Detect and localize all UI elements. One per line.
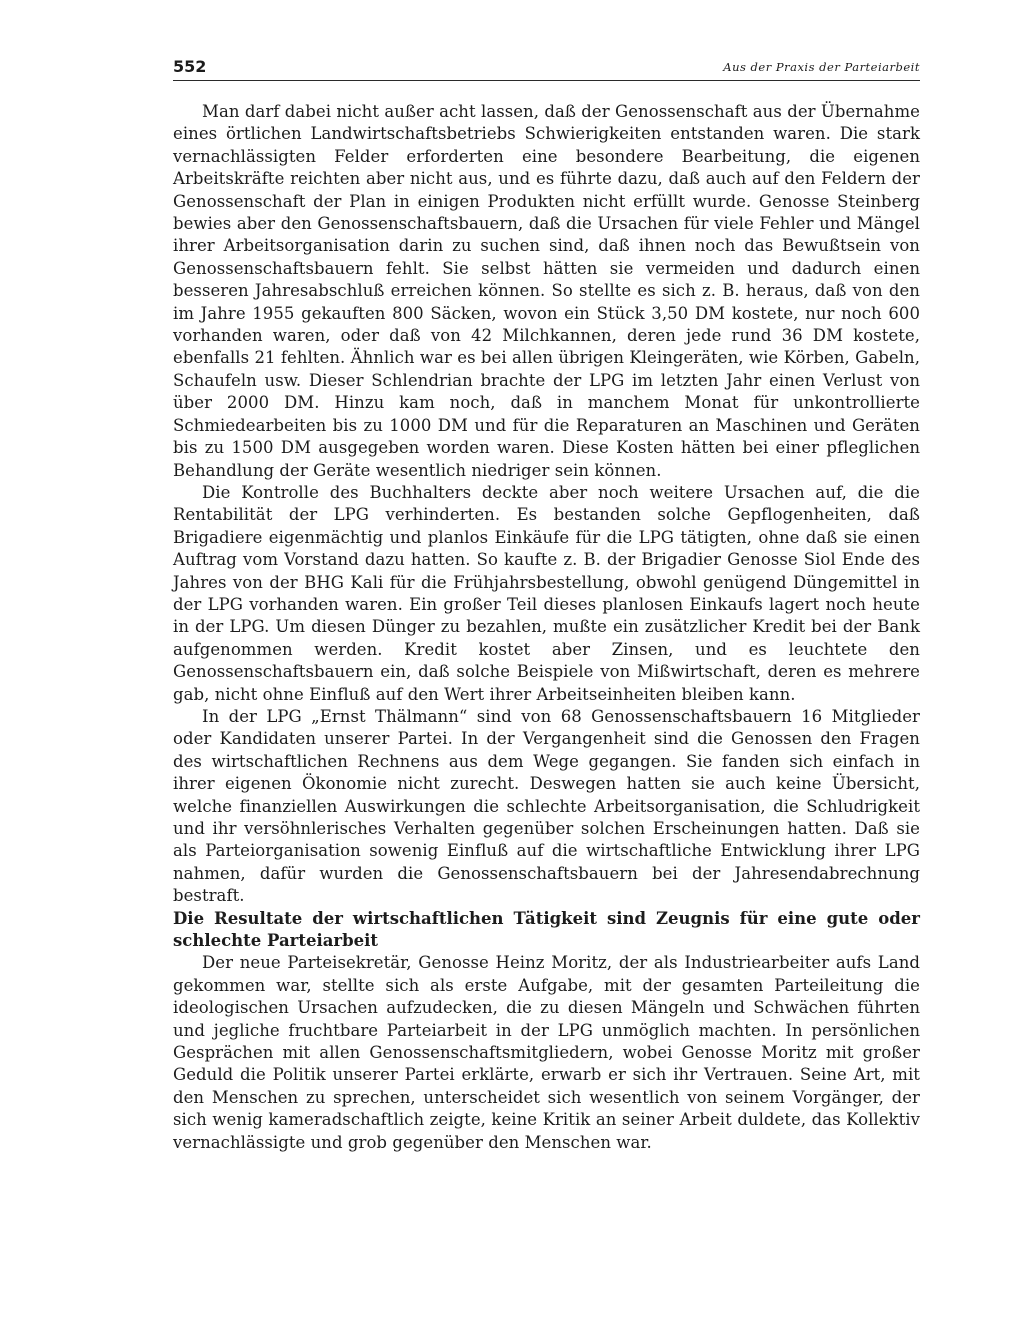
paragraph: Die Kontrolle des Buchhalters deckte aber noch weitere Ursachen auf, die die Rentabilität der LPG verhinderten. Es bestanden solche Gepflogenheiten, daß Brigadiere eigenmächtig und planlos Einkäufe für die LPG tätigten, ohne daß sie einen Auftrag vom Vorstand dazu hatten. So kaufte z. B. der Brigadier Genosse Siol Ende des Jahres von der BHG Kali für die Frühjahrsbestellung, obwohl genügend Düngemittel in der LPG vorhanden waren. Ein großer Teil dieses planlosen Einkaufs lagert noch heute in der LPG. Um diesen Dünger zu bezahlen, mußte ein zusätzlicher Kredit bei der Bank aufgenommen werden. Kredit kostet aber Zinsen, und es leuchtete den Genossenschaftsbauern ein, daß solche Beispiele von Mißwirtschaft, deren es mehrere gab, nicht ohne Einfluß auf den Wert ihrer Arbeitseinheiten bleiben kann. [173,482,920,704]
page-number: 552 [173,57,207,76]
body-text [173,101,920,1154]
page-header [173,56,920,81]
running-title: Aus der Praxis der Parteiarbeit [723,60,920,74]
paragraph: In der LPG „Ernst Thälmann“ sind von 68 Genossenschaftsbauern 16 Mitglieder oder Kandidaten unserer Partei. In der Vergangenheit sind die Genossen den Fragen des wirtschaftlichen Rechnens aus dem Wege gegangen. Sie fanden sich einfach in ihrer eigenen Ökonomie nicht zurecht. Deswegen hatten sie auch keine Übersicht, welche finanziellen Auswirkungen die schlechte Arbeitsorganisation, die Schludrigkeit und ihr versöhnlerisches Verhalten gegenüber solchen Erscheinungen hatten. Daß sie als Parteiorganisation sowenig Einfluß auf die wirtschaftliche Entwicklung ihrer LPG nahmen, dafür wurden die Genossenschaftsbauern bei der Jahresendabrechnung bestraft. [173,706,920,906]
paragraph: Der neue Parteisekretär, Genosse Heinz Moritz, der als Industriearbeiter aufs Land gekommen war, stellte sich als erste Aufgabe, mit der gesamten Parteileitung die ideologischen Ursachen aufzudecken, die zu diesen Mängeln und Schwächen führten und jegliche fruchtbare Parteiarbeit in der LPG unmöglich machten. In persönlichen Gesprächen mit allen Genossenschaftsmitgliedern, wobei Genosse Moritz mit großer Geduld die Politik unserer Partei erklärte, erwarb er sich ihr Vertrauen. Seine Art, mit den Menschen zu sprechen, unterscheidet sich wesentlich von seinem Vorgänger, der sich wenig kameradschaftlich zeigte, keine Kritik an seiner Arbeit duldete, das Kollektiv vernachlässigte und grob gegenüber den Menschen war. [173,953,920,1152]
paragraph: Man darf dabei nicht außer acht lassen, daß der Genossenschaft aus der Übernahme eines örtlichen Landwirtschaftsbetriebs Schwierigkeiten entstanden waren. Die stark vernachlässigten Felder erforderten eine besondere Bearbeitung, die eigenen Arbeitskräfte reichten aber nicht aus, und es führte dazu, daß auch auf den Feldern der Genossenschaft der Plan in einigen Produkten nicht erfüllt wurde. Genosse Steinberg bewies aber den Genossenschaftsbauern, daß die Ursachen für viele Fehler und Mängel ihrer Arbeitsorganisation darin zu suchen sind, daß ihnen noch das Bewußtsein von Genossenschaftsbauern fehlt. Sie selbst hätten sie vermeiden und dadurch einen besseren Jahresabschluß erreichen können. So stellte es sich z. B. heraus, daß von den im Jahre 1955 gekauften 800 Säcken, wovon ein Stück 3,50 DM kostete, nur noch 600 vorhanden waren, oder daß von 42 Milchkannen, deren jede rund 36 DM kostete, ebenfalls 21 fehlten. Ähnlich war es bei allen übrigen Kleingeräten, wie Körben, Gabeln, Schaufeln usw. Dieser Schlendrian brachte der LPG im letzten Jahr einen Verlust von über 2000 DM. Hinzu kam noch, daß in manchem Monat für unkontrollierte Schmiedearbeiten bis zu 1000 DM und für die Reparaturen an Maschinen und Geräten bis zu 1500 DM ausgegeben worden waren. Diese Kosten hätten bei einer pfleglichen Behandlung der Geräte wesentlich niedriger sein können. [173,102,920,480]
section-heading: Die Resultate der wirtschaftlichen Tätigkeit sind Zeugnis für eine gute oder schlechte Parteiarbeit [173,908,920,951]
